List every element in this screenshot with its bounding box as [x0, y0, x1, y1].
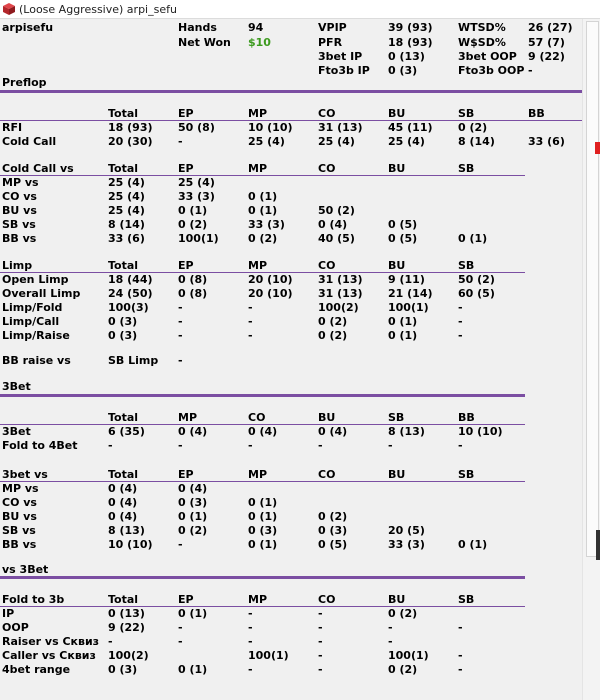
threebet-cell-sb: 8 (13) — [388, 425, 425, 438]
coldcallvs-cell-total: 25 (4) — [108, 190, 145, 203]
threebetvs-row-label: SB vs — [2, 524, 36, 537]
limp-cell-sb: - — [458, 329, 463, 342]
coldcallvs-cell-sb: 0 (1) — [458, 232, 488, 245]
threebetvs-cell-mp: 0 (1) — [248, 510, 278, 523]
foldto3b-cell-sb: - — [458, 663, 463, 676]
limp-cell-bu: 21 (14) — [388, 287, 433, 300]
pfr-value: 18 (93) — [388, 36, 433, 49]
coldcallvs-row-label: CO vs — [2, 190, 37, 203]
foldto3b-row-label: 4bet range — [2, 663, 71, 676]
coldcallvs-cell-total: 33 (6) — [108, 232, 145, 245]
threebet-cell-mp: - — [178, 439, 183, 452]
coldcallvs-header-bu: BU — [388, 162, 406, 175]
player-name: arpisefu — [2, 21, 54, 34]
coldcallvs-header-co: CO — [318, 162, 336, 175]
limp-header-sb: SB — [458, 259, 475, 272]
threebetvs-header-rule — [0, 481, 525, 482]
limp-cell-co: 31 (13) — [318, 273, 363, 286]
limp-header-mp: MP — [248, 259, 268, 272]
limp-row-label: Limp/Raise — [2, 329, 70, 342]
app-cube-icon — [3, 3, 15, 15]
limp-cell-ep: 0 (8) — [178, 273, 208, 286]
foldto3b-cell-mp: - — [248, 621, 253, 634]
rfi-cell-sb: 8 (14) — [458, 135, 495, 148]
coldcallvs-cell-co: 40 (5) — [318, 232, 355, 245]
threebet-cell-co: - — [248, 439, 253, 452]
threebetvs-cell-co: 0 (3) — [318, 524, 348, 537]
foldto3b-cell-bu: - — [388, 621, 393, 634]
foldto3b-cell-bu: 0 (2) — [388, 607, 418, 620]
wtsd-label: WTSD% — [458, 21, 506, 34]
limp-cell-total: 18 (44) — [108, 273, 153, 286]
coldcallvs-cell-mp: 33 (3) — [248, 218, 285, 231]
coldcallvs-header-sb: SB — [458, 162, 475, 175]
title-bar[interactable] — [0, 0, 600, 19]
wtsd-value: 26 (27) — [528, 21, 573, 34]
foldto3b-header-bu: BU — [388, 593, 406, 606]
scroll-marker-red — [595, 142, 600, 154]
limp-row-label: Limp/Call — [2, 315, 60, 328]
threebet-header-sb: SB — [388, 411, 405, 424]
foldto3b-cell-total: 0 (13) — [108, 607, 145, 620]
foldto3b-cell-total: 9 (22) — [108, 621, 145, 634]
foldto3b-cell-sb: - — [458, 649, 463, 662]
threebetvs-row-label: BU vs — [2, 510, 37, 523]
3bet-ip-value: 0 (13) — [388, 50, 425, 63]
threebetvs-row-label: BB vs — [2, 538, 37, 551]
bb-raise-value: - — [178, 354, 183, 367]
rfi-cell-bu: 25 (4) — [388, 135, 425, 148]
foldto3b-cell-ep: 0 (1) — [178, 607, 208, 620]
rfi-cell-bb: 33 (6) — [528, 135, 565, 148]
limp-header-co: CO — [318, 259, 336, 272]
netwon-value: $10 — [248, 36, 271, 49]
rfi-cell-co: 31 (13) — [318, 121, 363, 134]
limp-cell-mp: - — [248, 315, 253, 328]
threebetvs-cell-ep: 0 (1) — [178, 510, 208, 523]
limp-row-label: Limp/Fold — [2, 301, 63, 314]
hands-label: Hands — [178, 21, 217, 34]
threebet-header-bu: BU — [318, 411, 336, 424]
foldto3b-cell-bu: 0 (2) — [388, 663, 418, 676]
foldto3b-cell-mp: 100(1) — [248, 649, 289, 662]
foldto3b-row-label: IP — [2, 607, 15, 620]
threebet-cell-sb: - — [388, 439, 393, 452]
coldcallvs-cell-bu: 0 (5) — [388, 218, 418, 231]
limp-cell-total: 24 (50) — [108, 287, 153, 300]
threebet-row-label: Fold to 4Bet — [2, 439, 78, 452]
threebetvs-cell-ep: - — [178, 538, 183, 551]
divider-preflop — [0, 90, 596, 93]
limp-header-total: Total — [108, 259, 139, 272]
rfi-cell-mp: 10 (10) — [248, 121, 293, 134]
foldto3b-header-mp: MP — [248, 593, 268, 606]
limp-cell-bu: 0 (1) — [388, 329, 418, 342]
coldcallvs-cell-mp: 0 (2) — [248, 232, 278, 245]
divider-3bet — [0, 394, 525, 397]
threebetvs-cell-total: 0 (4) — [108, 496, 138, 509]
coldcallvs-row-label: SB vs — [2, 218, 36, 231]
foldto3b-header-rule — [0, 606, 525, 607]
foldto3b-cell-mp: - — [248, 663, 253, 676]
rfi-header-co: CO — [318, 107, 336, 120]
coldcallvs-header-mp: MP — [248, 162, 268, 175]
coldcallvs-cell-ep: 100(1) — [178, 232, 219, 245]
limp-cell-mp: - — [248, 329, 253, 342]
foldto3b-cell-co: - — [318, 607, 323, 620]
foldto3b-header-title: Fold to 3b — [2, 593, 65, 606]
limp-cell-sb: 60 (5) — [458, 287, 495, 300]
threebet-header-co: CO — [248, 411, 266, 424]
foldto3b-cell-ep: - — [178, 621, 183, 634]
foldto3b-cell-ep: 0 (1) — [178, 663, 208, 676]
foldto3b-header-sb: SB — [458, 593, 475, 606]
threebetvs-cell-total: 0 (4) — [108, 510, 138, 523]
rfi-cell-co: 25 (4) — [318, 135, 355, 148]
rfi-cell-ep: 50 (8) — [178, 121, 215, 134]
coldcallvs-header-total: Total — [108, 162, 139, 175]
foldto3b-cell-total: 0 (3) — [108, 663, 138, 676]
threebetvs-header-mp: MP — [248, 468, 268, 481]
limp-header-ep: EP — [178, 259, 194, 272]
scroll-thumb[interactable] — [586, 21, 599, 557]
threebet-cell-bb: - — [458, 439, 463, 452]
foldto3b-cell-total: 100(2) — [108, 649, 149, 662]
limp-cell-total: 0 (3) — [108, 315, 138, 328]
coldcallvs-cell-mp: 0 (1) — [248, 190, 278, 203]
threebetvs-header-sb: SB — [458, 468, 475, 481]
limp-cell-bu: 100(1) — [388, 301, 429, 314]
threebetvs-cell-ep: 0 (2) — [178, 524, 208, 537]
fto3b-ip-value: 0 (3) — [388, 64, 418, 77]
rfi-cell-mp: 25 (4) — [248, 135, 285, 148]
limp-cell-sb: 50 (2) — [458, 273, 495, 286]
window-title: (Loose Aggressive) arpi_sefu — [19, 2, 177, 16]
threebetvs-cell-bu: 33 (3) — [388, 538, 425, 551]
section-3bet: 3Bet — [2, 380, 31, 393]
foldto3b-header-co: CO — [318, 593, 336, 606]
threebetvs-cell-total: 0 (4) — [108, 482, 138, 495]
threebetvs-cell-ep: 0 (3) — [178, 496, 208, 509]
vertical-scrollbar[interactable] — [582, 19, 600, 700]
rfi-cell-total: 20 (30) — [108, 135, 153, 148]
threebetvs-cell-bu: 20 (5) — [388, 524, 425, 537]
threebetvs-cell-mp: 0 (1) — [248, 496, 278, 509]
3bet-ip-label: 3bet IP — [318, 50, 363, 63]
wsd-value: 57 (7) — [528, 36, 565, 49]
threebetvs-cell-mp: 0 (3) — [248, 524, 278, 537]
coldcallvs-cell-mp: 0 (1) — [248, 204, 278, 217]
coldcallvs-row-label: BU vs — [2, 204, 37, 217]
threebet-cell-bu: - — [318, 439, 323, 452]
limp-cell-mp: 20 (10) — [248, 287, 293, 300]
rfi-row-label: RFI — [2, 121, 23, 134]
rfi-cell-total: 18 (93) — [108, 121, 153, 134]
foldto3b-cell-co: - — [318, 635, 323, 648]
hands-value: 94 — [248, 21, 264, 34]
netwon-label: Net Won — [178, 36, 231, 49]
rfi-cell-sb: 0 (2) — [458, 121, 488, 134]
stats-panel — [0, 19, 580, 700]
limp-row-label: Open Limp — [2, 273, 69, 286]
rfi-cell-ep: - — [178, 135, 183, 148]
threebet-header-total: Total — [108, 411, 139, 424]
foldto3b-cell-co: - — [318, 663, 323, 676]
limp-cell-ep: - — [178, 329, 183, 342]
vpip-value: 39 (93) — [388, 21, 433, 34]
threebetvs-row-label: MP vs — [2, 482, 39, 495]
threebet-header-bb: BB — [458, 411, 475, 424]
foldto3b-cell-sb: - — [458, 621, 463, 634]
threebetvs-cell-mp: 0 (1) — [248, 538, 278, 551]
coldcallvs-cell-ep: 0 (2) — [178, 218, 208, 231]
limp-cell-co: 31 (13) — [318, 287, 363, 300]
threebet-cell-total: - — [108, 439, 113, 452]
limp-cell-sb: - — [458, 301, 463, 314]
rfi-row-label: Cold Call — [2, 135, 57, 148]
vpip-label: VPIP — [318, 21, 347, 34]
coldcallvs-row-label: BB vs — [2, 232, 37, 245]
coldcallvs-row-label: MP vs — [2, 176, 39, 189]
divider-vs3bet — [0, 576, 525, 579]
threebetvs-cell-total: 8 (13) — [108, 524, 145, 537]
rfi-header-bb: BB — [528, 107, 545, 120]
limp-row-label: Overall Limp — [2, 287, 81, 300]
threebetvs-header-title: 3bet vs — [2, 468, 48, 481]
limp-cell-mp: 20 (10) — [248, 273, 293, 286]
foldto3b-cell-bu: - — [388, 635, 393, 648]
threebetvs-cell-total: 10 (10) — [108, 538, 153, 551]
rfi-header-rule — [0, 120, 596, 121]
foldto3b-cell-bu: 100(1) — [388, 649, 429, 662]
rfi-header-total: Total — [108, 107, 139, 120]
foldto3b-row-label: OOP — [2, 621, 29, 634]
limp-cell-co: 0 (2) — [318, 329, 348, 342]
rfi-header-bu: BU — [388, 107, 406, 120]
limp-header-title: Limp — [2, 259, 33, 272]
coldcallvs-cell-co: 50 (2) — [318, 204, 355, 217]
threebet-cell-bb: 10 (10) — [458, 425, 503, 438]
limp-cell-ep: 0 (8) — [178, 287, 208, 300]
coldcallvs-cell-bu: 0 (5) — [388, 232, 418, 245]
foldto3b-row-label: Raiser vs Сквиз — [2, 635, 100, 648]
coldcallvs-cell-total: 25 (4) — [108, 204, 145, 217]
threebetvs-header-total: Total — [108, 468, 139, 481]
coldcallvs-cell-ep: 0 (1) — [178, 204, 208, 217]
coldcallvs-cell-ep: 33 (3) — [178, 190, 215, 203]
rfi-header-sb: SB — [458, 107, 475, 120]
threebetvs-cell-ep: 0 (4) — [178, 482, 208, 495]
limp-cell-sb: - — [458, 315, 463, 328]
threebetvs-cell-co: 0 (2) — [318, 510, 348, 523]
bb-raise-col: SB Limp — [108, 354, 159, 367]
limp-cell-total: 0 (3) — [108, 329, 138, 342]
rfi-header-mp: MP — [248, 107, 268, 120]
foldto3b-cell-co: - — [318, 621, 323, 634]
threebetvs-header-co: CO — [318, 468, 336, 481]
limp-cell-ep: - — [178, 315, 183, 328]
foldto3b-cell-co: - — [318, 649, 323, 662]
limp-cell-co: 0 (2) — [318, 315, 348, 328]
coldcallvs-header-title: Cold Call vs — [2, 162, 74, 175]
threebet-cell-co: 0 (4) — [248, 425, 278, 438]
rfi-cell-bu: 45 (11) — [388, 121, 433, 134]
threebet-cell-mp: 0 (4) — [178, 425, 208, 438]
coldcallvs-cell-total: 8 (14) — [108, 218, 145, 231]
foldto3b-header-total: Total — [108, 593, 139, 606]
threebet-cell-bu: 0 (4) — [318, 425, 348, 438]
fto3b-oop-value: - — [528, 64, 533, 77]
3bet-oop-label: 3bet OOP — [458, 50, 517, 63]
rfi-header-ep: EP — [178, 107, 194, 120]
foldto3b-row-label: Caller vs Сквиз — [2, 649, 96, 662]
limp-cell-bu: 0 (1) — [388, 315, 418, 328]
coldcallvs-cell-ep: 25 (4) — [178, 176, 215, 189]
threebetvs-header-ep: EP — [178, 468, 194, 481]
3bet-oop-value: 9 (22) — [528, 50, 565, 63]
fto3b-oop-label: Fto3b OOP — [458, 64, 525, 77]
foldto3b-cell-total: - — [108, 635, 113, 648]
section-preflop: Preflop — [2, 76, 47, 89]
scroll-marker-dark — [596, 530, 600, 560]
limp-cell-mp: - — [248, 301, 253, 314]
limp-cell-ep: - — [178, 301, 183, 314]
wsd-label: W$SD% — [458, 36, 506, 49]
coldcallvs-cell-total: 25 (4) — [108, 176, 145, 189]
section-vs3bet: vs 3Bet — [2, 563, 49, 576]
threebetvs-row-label: CO vs — [2, 496, 37, 509]
coldcallvs-header-rule — [0, 175, 525, 176]
foldto3b-cell-ep: - — [178, 635, 183, 648]
limp-cell-bu: 9 (11) — [388, 273, 425, 286]
threebetvs-cell-co: 0 (5) — [318, 538, 348, 551]
coldcallvs-header-ep: EP — [178, 162, 194, 175]
pfr-label: PFR — [318, 36, 343, 49]
threebet-cell-total: 6 (35) — [108, 425, 145, 438]
threebetvs-header-bu: BU — [388, 468, 406, 481]
threebetvs-cell-sb: 0 (1) — [458, 538, 488, 551]
foldto3b-cell-mp: - — [248, 607, 253, 620]
threebet-header-mp: MP — [178, 411, 198, 424]
foldto3b-cell-mp: - — [248, 635, 253, 648]
limp-cell-co: 100(2) — [318, 301, 359, 314]
limp-header-bu: BU — [388, 259, 406, 272]
fto3b-ip-label: Fto3b IP — [318, 64, 370, 77]
limp-cell-total: 100(3) — [108, 301, 149, 314]
bb-raise-label: BB raise vs — [2, 354, 71, 367]
threebet-row-label: 3Bet — [2, 425, 31, 438]
foldto3b-header-ep: EP — [178, 593, 194, 606]
coldcallvs-cell-co: 0 (4) — [318, 218, 348, 231]
